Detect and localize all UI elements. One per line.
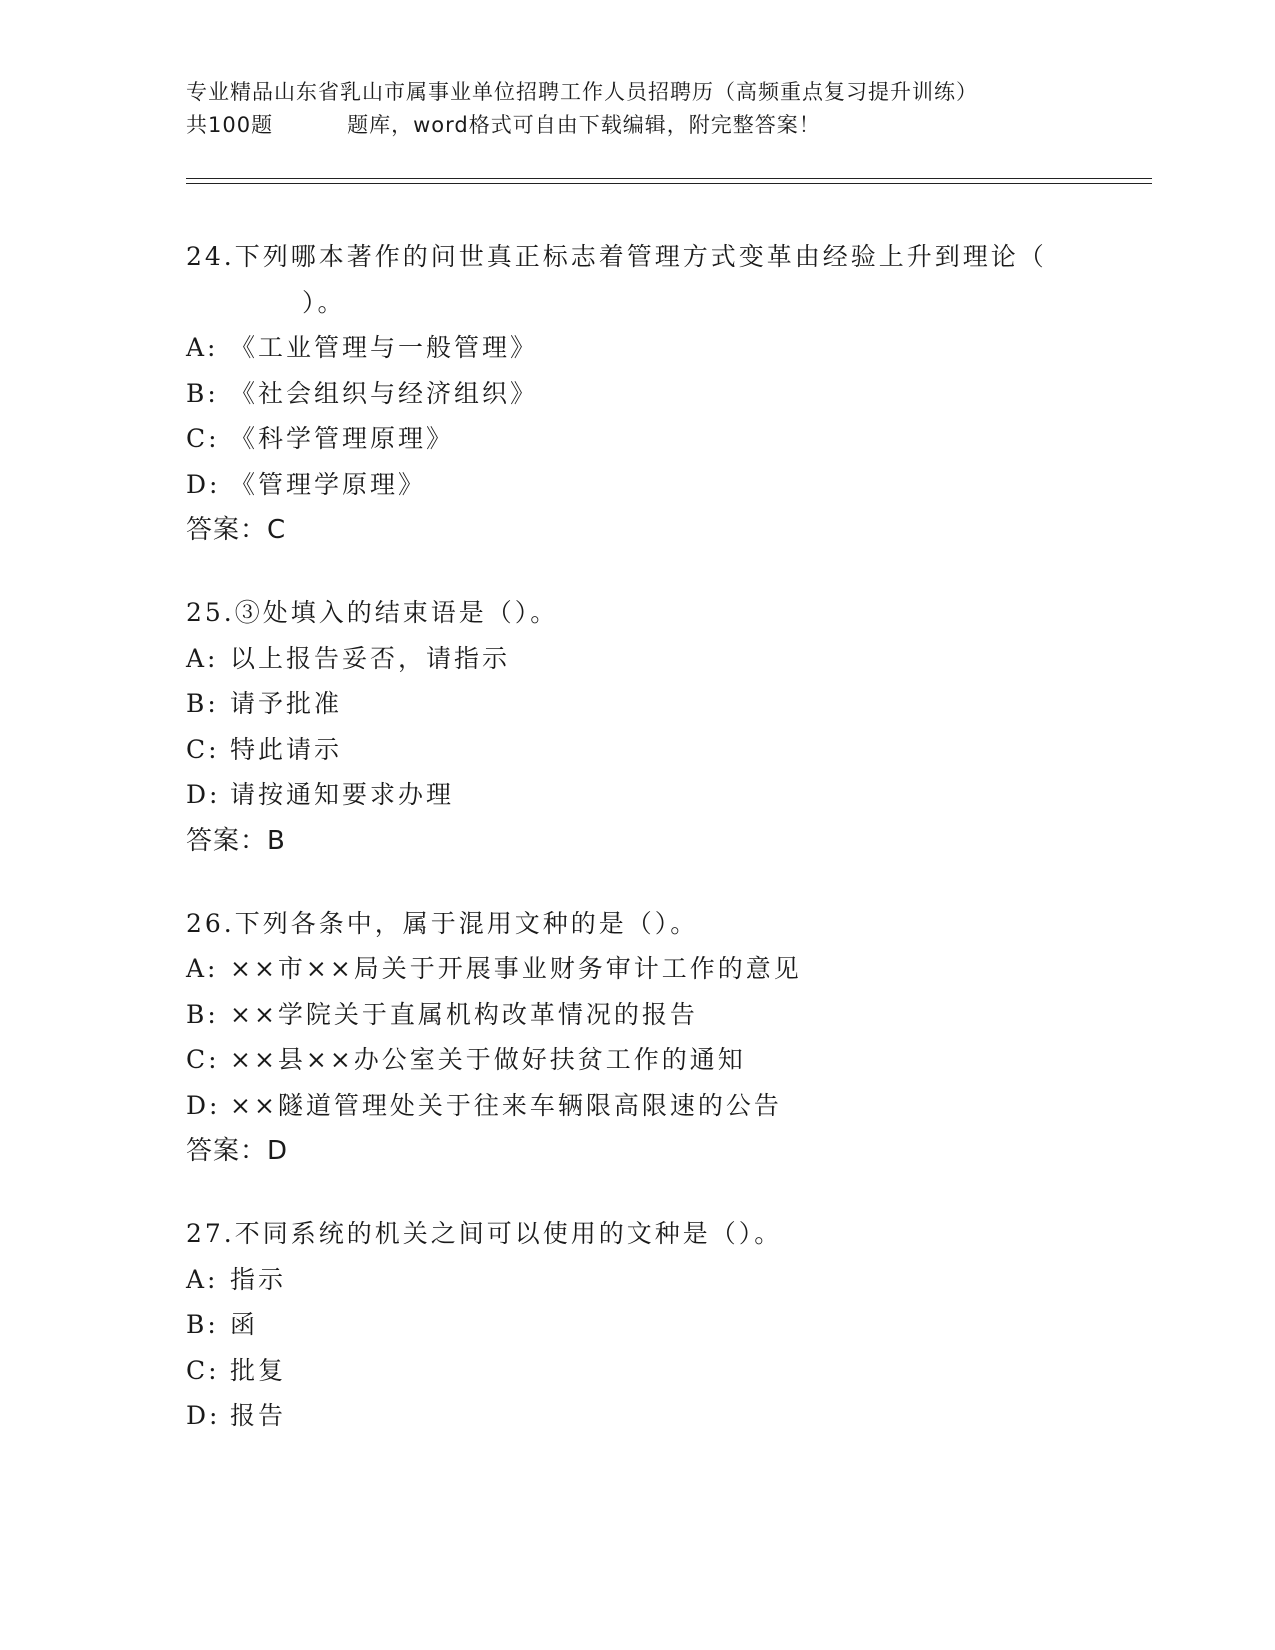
option-key: D: <box>186 780 221 809</box>
option-key: A: <box>186 333 219 362</box>
option-key: B: <box>186 999 219 1029</box>
question-title: 24.下列哪本著作的问世真正标志着管理方式变革由经验上升到理论（ <box>186 242 1047 271</box>
option-text: 批复 <box>230 1355 287 1385</box>
option-text: 《管理学原理》 <box>230 469 427 499</box>
option-key: A: <box>186 1264 219 1294</box>
option-d <box>186 772 1086 818</box>
option-key: B: <box>186 378 219 408</box>
option-text: ××市××局关于开展事业财务审计工作的意见 <box>230 954 802 983</box>
option-key: D: <box>186 1401 221 1430</box>
option-d <box>186 462 1086 508</box>
question-title: 26.下列各条中，属于混用文种的是（）。 <box>186 908 699 938</box>
option-d <box>186 1393 1086 1439</box>
option-key: A: <box>186 954 219 983</box>
option-c <box>186 1037 1086 1083</box>
option-c <box>186 416 1086 462</box>
question-count: 共100题 <box>186 113 274 137</box>
question-title-continued: ）。 <box>302 287 346 317</box>
option-key: A: <box>186 643 219 673</box>
option-b <box>186 1302 1086 1348</box>
option-text: 《社会组织与经济组织》 <box>230 378 539 408</box>
option-text: 请按通知要求办理 <box>230 780 455 809</box>
option-key: D: <box>186 1090 221 1120</box>
option-text: ××县××办公室关于做好扶贫工作的通知 <box>230 1045 746 1074</box>
option-key: C: <box>186 1045 220 1074</box>
option-text: 《工业管理与一般管理》 <box>230 333 539 362</box>
option-b <box>186 992 1086 1038</box>
question-list <box>186 234 1086 1476</box>
download-note: 题库，word格式可自由下载编辑，附完整答案！ <box>347 113 821 137</box>
option-b <box>186 681 1086 727</box>
option-key: C: <box>186 424 220 453</box>
option-key: C: <box>186 734 220 764</box>
question-26 <box>186 901 1086 1175</box>
question-title: 25.③处填入的结束语是（）。 <box>186 598 559 627</box>
option-key: D: <box>186 469 221 499</box>
option-text: ××隧道管理处关于往来车辆限高限速的公告 <box>230 1090 782 1120</box>
option-a <box>186 636 1086 682</box>
option-d <box>186 1083 1086 1129</box>
question-24 <box>186 234 1086 553</box>
header-title: 专业精品山东省乳山市属事业单位招聘工作人员招聘历（高频重点复习提升训练） <box>186 80 978 104</box>
question-27 <box>186 1211 1086 1439</box>
option-text: 指示 <box>230 1264 287 1294</box>
option-text: 报告 <box>230 1401 287 1430</box>
answer: 答案：C <box>186 515 287 545</box>
page-header <box>186 76 1086 142</box>
option-c <box>186 1348 1086 1394</box>
option-text: 请予批准 <box>230 689 343 718</box>
answer: 答案：B <box>186 825 286 856</box>
option-a <box>186 946 1086 992</box>
question-25 <box>186 590 1086 864</box>
header-subtitle <box>186 109 1086 142</box>
option-c <box>186 727 1086 773</box>
question-title: 27.不同系统的机关之间可以使用的文种是（）。 <box>186 1219 783 1248</box>
header-divider <box>186 178 1152 184</box>
option-text: 以上报告妥否，请指示 <box>230 643 511 673</box>
option-text: 函 <box>230 1310 259 1339</box>
option-text: ××学院关于直属机构改革情况的报告 <box>230 999 698 1029</box>
option-key: C: <box>186 1355 220 1385</box>
option-text: 特此请示 <box>230 734 343 764</box>
option-a <box>186 1257 1086 1303</box>
option-key: B: <box>186 1310 219 1339</box>
option-text: 《科学管理原理》 <box>230 424 455 453</box>
option-b <box>186 371 1086 417</box>
option-a <box>186 325 1086 371</box>
option-key: B: <box>186 689 219 718</box>
answer: 答案：D <box>186 1136 289 1166</box>
